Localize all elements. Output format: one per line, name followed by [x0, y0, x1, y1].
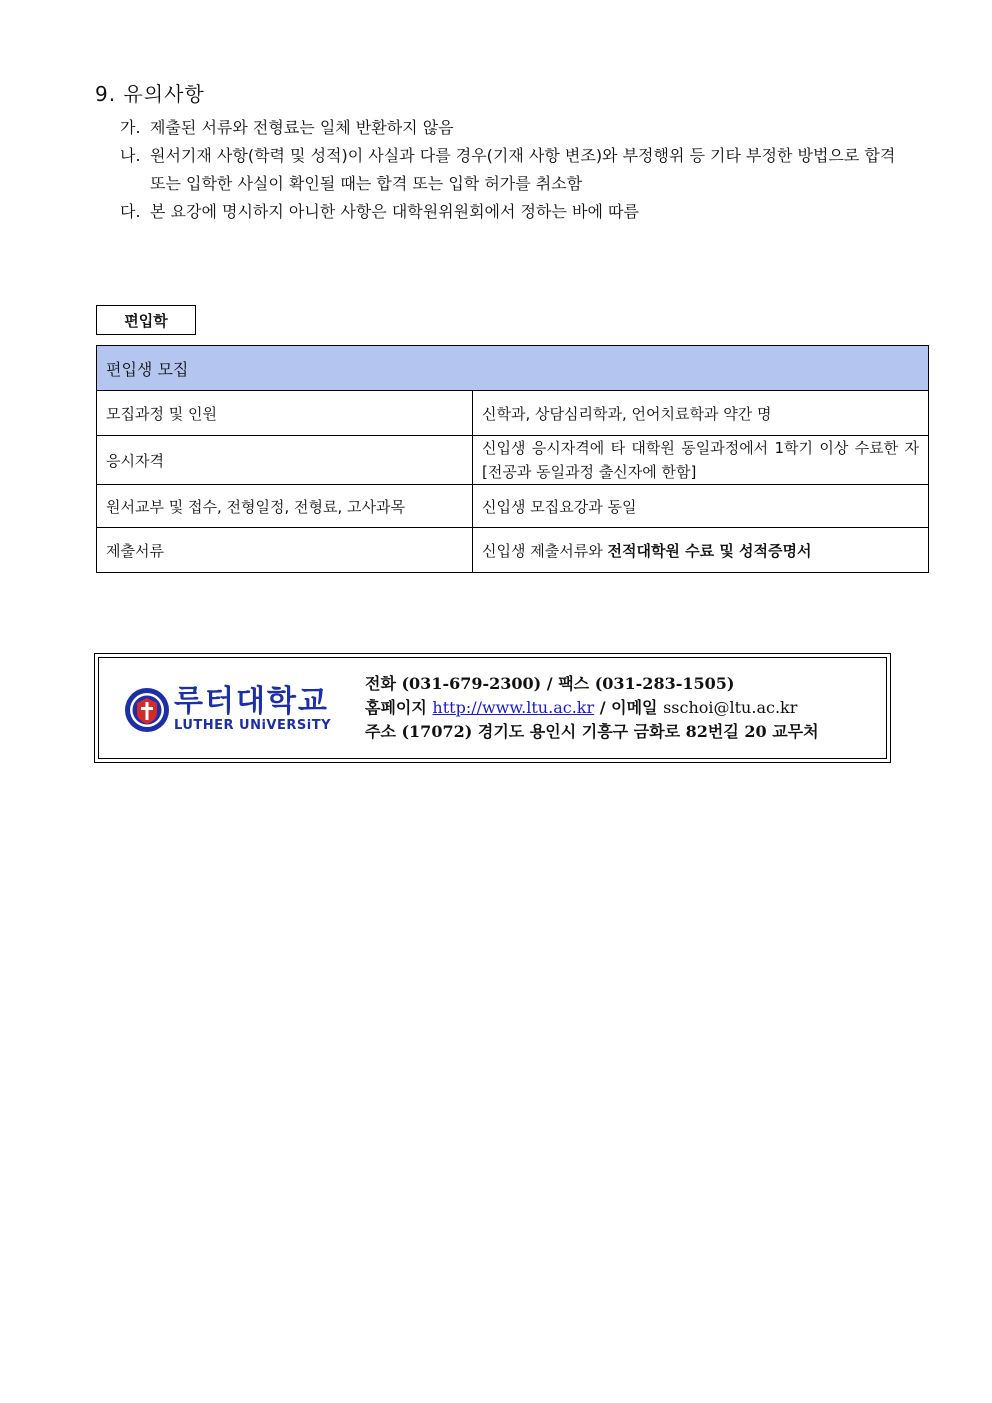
notice-list — [120, 114, 900, 226]
transfer-tag: 편입학 — [96, 305, 196, 335]
phone-fax-line: 전화 (031-679-2300) / 팩스 (031-283-1505) — [365, 674, 735, 693]
row-label: 응시자격 — [97, 436, 473, 485]
table-row — [97, 528, 929, 573]
row-value — [473, 528, 929, 573]
university-logo — [124, 686, 331, 734]
contact-footer-inner — [98, 657, 887, 759]
logo-english-name: LUTHER UNiVERSiTY — [174, 718, 331, 733]
notice-item — [120, 114, 900, 142]
contact-footer — [94, 653, 891, 763]
table-row — [97, 485, 929, 528]
email-label: / 이메일 — [594, 698, 664, 717]
table-header-row — [97, 346, 929, 391]
logo-korean-name: 루터대학교 — [174, 684, 329, 719]
university-seal-icon — [124, 687, 170, 733]
homepage-link[interactable]: http://www.ltu.ac.kr — [432, 698, 595, 717]
transfer-table — [96, 345, 929, 573]
notice-item-mark: 가. — [120, 118, 141, 137]
notice-item-text: 본 요강에 명시하지 아니한 사항은 대학원위원회에서 정하는 바에 따름 — [150, 202, 639, 221]
contact-info — [365, 672, 819, 744]
notice-item-mark: 다. — [120, 202, 141, 221]
notice-item-mark: 나. — [120, 146, 141, 165]
web-email-line — [365, 696, 819, 720]
homepage-label: 홈페이지 — [365, 698, 433, 717]
row-value-prefix: 신입생 제출서류와 — [482, 541, 608, 560]
row-value: 신입생 응시자격에 타 대학원 동일과정에서 1학기 이상 수료한 자 [전공과 동일과정 출신자에 한함] — [473, 436, 929, 485]
notice-item-text: 원서기재 사항(학력 및 성적)이 사실과 다를 경우(기재 사항 변조)와 부정행위 등 기타 부정한 방법으로 합격 또는 입학한 사실이 확인될 때는 합격 또는 입학 허가를 취소함 — [150, 146, 896, 193]
notice-item — [120, 142, 900, 198]
row-label: 모집과정 및 인원 — [97, 391, 473, 436]
table-row — [97, 391, 929, 436]
table-row — [97, 436, 929, 485]
logo-text — [174, 686, 331, 734]
table-header: 편입생 모집 — [97, 346, 929, 391]
row-label: 원서교부 및 접수, 전형일정, 전형료, 고사과목 — [97, 485, 473, 528]
section-title: 9. 유의사항 — [95, 82, 205, 106]
address-line: 주소 (17072) 경기도 용인시 기흥구 금화로 82번길 20 교무처 — [365, 722, 819, 741]
row-value: 신입생 모집요강과 동일 — [473, 485, 929, 528]
email-address: sschoi@ltu.ac.kr — [663, 698, 798, 717]
row-value-bold: 전적대학원 수료 및 성적증명서 — [607, 541, 812, 560]
row-value: 신학과, 상담심리학과, 언어치료학과 약간 명 — [473, 391, 929, 436]
notice-item — [120, 198, 900, 226]
row-label: 제출서류 — [97, 528, 473, 573]
notice-item-text: 제출된 서류와 전형료는 일체 반환하지 않음 — [150, 118, 454, 137]
